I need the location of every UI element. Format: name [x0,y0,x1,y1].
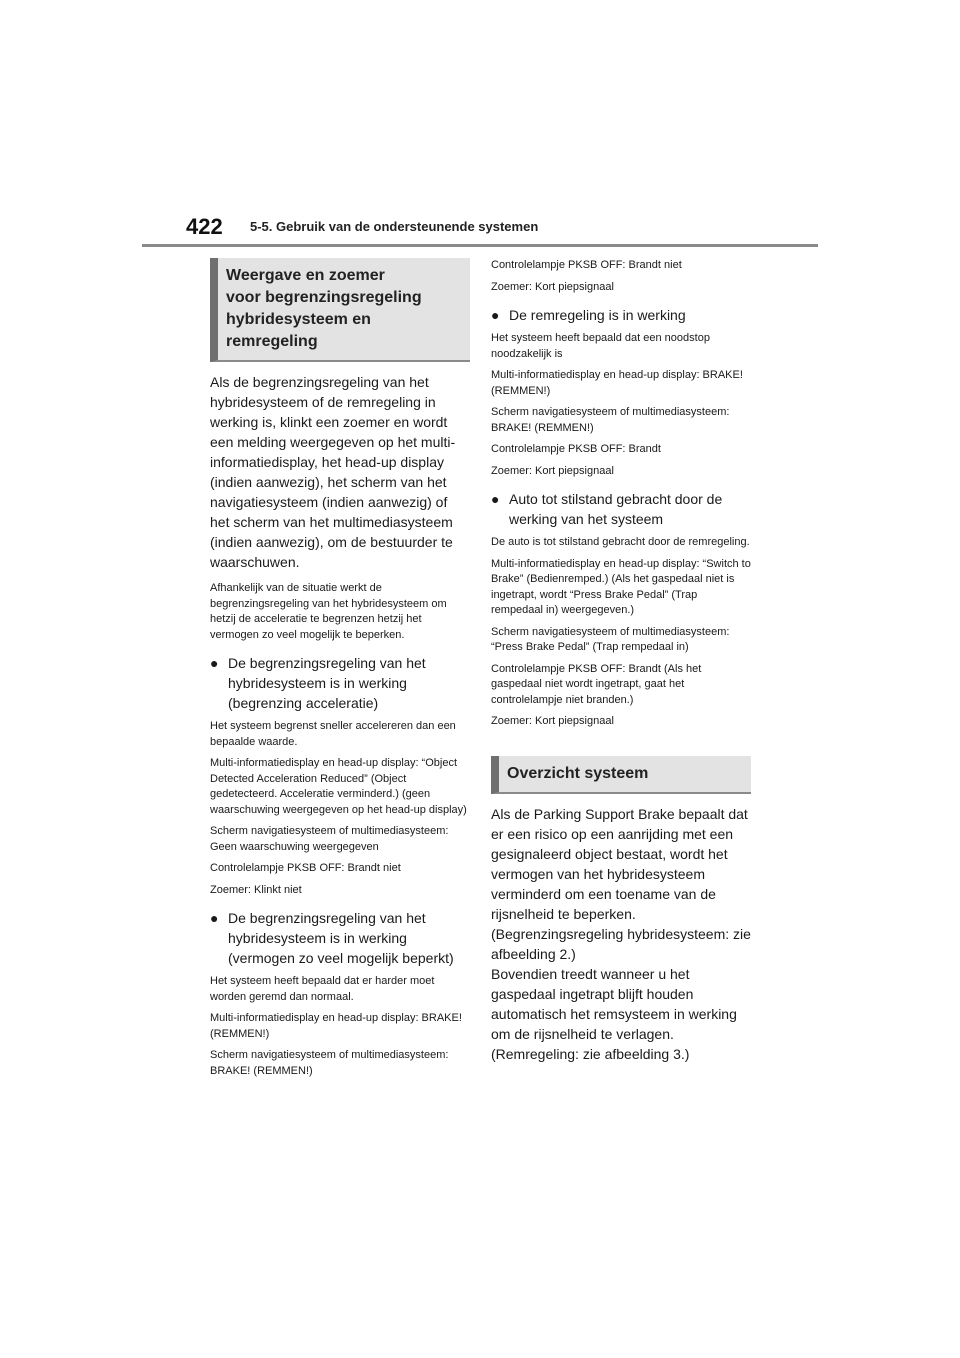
bullet-power-limit: ● De begrenzingsregeling van het hybridesysteem is in werking (vermogen zo veel mogelijk beperkt) [210,910,454,966]
list-item: Zoemer: Kort piepsignaal [491,715,614,727]
left-column [210,258,470,1085]
note-paragraph: Afhankelijk van de situatie werkt de begrenzingsregeling van het hybridesysteem om hetzij de acceleratie te begrenzen hetzij het vermogen zo veel mogelijk te beperken. [210,582,447,641]
list-item: Controlelampje PKSB OFF: Brandt (Als het gaspedaal niet wordt ingetrapt, gaat het controlelampje niet branden.) [491,662,702,706]
list-item: Zoemer: Kort piepsignaal [491,280,614,293]
list-item: Multi-informatiedisplay en head-up display: “Switch to Brake” (Bedienremped.) (Als het gaspedaal niet is ingetrapt, wordt “Press Brake Pedal” (Trap rempedaal in) weergegeven.) [491,557,751,616]
bullet-dot-icon: ● [210,910,219,926]
heading-system-overview: Overzicht systeem [507,764,649,782]
list-item: Controlelampje PKSB OFF: Brandt niet [491,259,682,271]
list-item: Multi-informatiedisplay en head-up display: BRAKE! (REMMEN!) [210,1012,462,1040]
list-item: Scherm navigatiesysteem of multimediasysteem: “Press Brake Pedal” (Trap rempedaal in) [491,625,730,653]
list-item: Multi-informatiedisplay en head-up display: BRAKE! (REMMEN!) [491,369,743,397]
list-item: Het systeem begrenst sneller accelereren dan een bepaalde waarde. [210,720,456,748]
list-item: Zoemer: Klinkt niet [210,883,302,896]
heading-box-system-overview [491,756,751,794]
bullet-dot-icon: ● [491,491,500,507]
list-item: Scherm navigatiesysteem of multimediasysteem: BRAKE! (REMMEN!) [210,1049,449,1077]
right-column [491,258,751,1073]
list-item: Het systeem heeft bepaald dat een noodstop noodzakelijk is [491,332,710,360]
list-item: Scherm navigatiesysteem of multimediasysteem: Geen waarschuwing weergegeven [210,825,449,853]
list-item: Zoemer: Kort piepsignaal [491,464,614,477]
section-title: 5-5. Gebruik van de ondersteunende systemen [250,219,539,234]
list-item: Controlelampje PKSB OFF: Brandt niet [210,862,401,874]
bullet-brake-control: ● De remregeling is in werking [491,307,686,323]
list-item: Multi-informatiedisplay en head-up display: “Object Detected Acceleration Reduced” (Object gedetecteerd. Acceleratie verminderd.) (geen waarschuwing weergegeven op het head-up display) [210,757,467,816]
heading-box-display-buzzer [210,258,470,362]
bullet-dot-icon: ● [491,307,500,323]
page-number: 422 [186,214,223,239]
overview-paragraph-2: Bovendien treedt wanneer u het gaspedaal ingetrapt blijft houden automatisch het remsysteem in werking om de rijsnelheid te verlagen. (Remregeling: zie afbeelding 3.) [491,965,737,1062]
bullet-vehicle-stopped: ● Auto tot stilstand gebracht door de werking van het systeem [491,491,723,527]
header-rule [142,244,818,247]
bullet-acceleration-limit: ● De begrenzingsregeling van het hybridesysteem is in werking (begrenzing acceleratie) [210,655,426,711]
list-item: Controlelampje PKSB OFF: Brandt [491,443,661,455]
heading-display-buzzer: Weergave en zoemer voor begrenzingsregeling hybridesysteem en remregeling [226,267,422,350]
list-item: Scherm navigatiesysteem of multimediasysteem: BRAKE! (REMMEN!) [491,406,730,434]
intro-paragraph: Als de begrenzingsregeling van het hybridesysteem of de remregeling in werking is, klinkt een zoemer en wordt een melding weergegeven op het multi-informatiedisplay, het head-up display (indien aanwezig), het scherm van het navigatiesysteem (indien aanwezig) of het scherm van het multimediasysteem (indien aanwezig), om de bestuurder te waarschuwen. [210,374,456,570]
list-item: De auto is tot stilstand gebracht door de remregeling. [491,536,750,548]
bullet-dot-icon: ● [210,655,219,671]
overview-paragraph-1: Als de Parking Support Brake bepaalt dat er een risico op een aanrijding met een gesignaleerd object bestaat, wordt het vermogen van het hybridesysteem verminderd om een toename van de rijsnelheid te beperken. (Begrenzingsregeling hybridesysteem: zie afbeelding 2.) [491,805,751,962]
list-item: Het systeem heeft bepaald dat er harder moet worden geremd dan normaal. [210,975,435,1003]
